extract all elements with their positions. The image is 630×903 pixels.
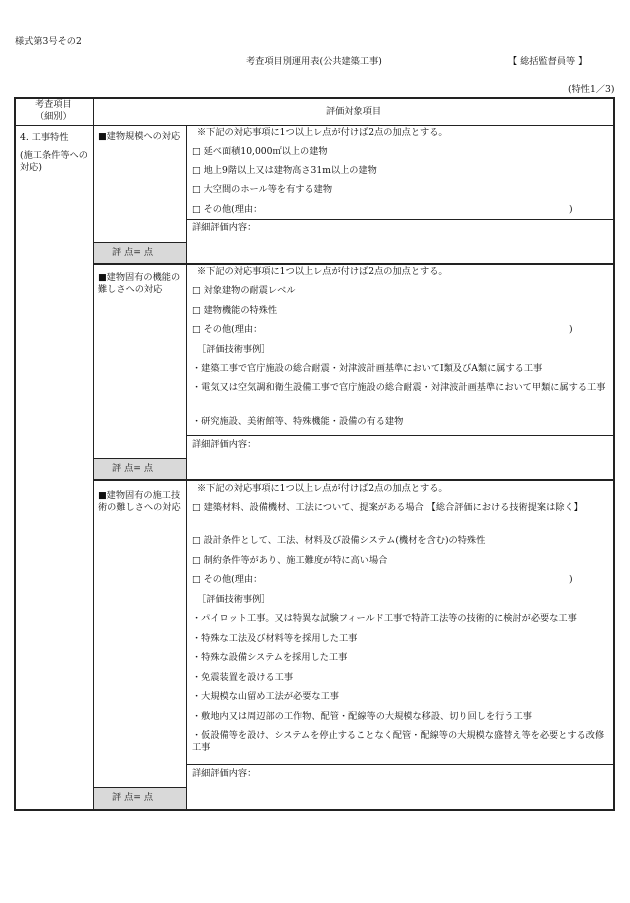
header-col1-line2: （細別） [35, 111, 72, 122]
detail-label: 詳細評価内容： [192, 768, 257, 779]
example-item: ・大規模な山留め工法が必要な工事 [192, 691, 339, 702]
example-item: ・敷地内又は周辺部の工作物、配管・配線等の大規模な移設、切り回しを行う工事 [192, 711, 532, 722]
category-subtitle: (施工条件等への対応) [20, 150, 88, 173]
check-item[interactable]: □ 地上9階以上又は建物高さ31m以上の建物 [192, 165, 377, 176]
examples-title: ［評価技術事例］ [197, 594, 271, 605]
example-item: ・パイロット工事。又は特異な試験フィールド工事で特許工法等の技術的に検討が必要な工事 [192, 613, 577, 624]
check-item-other[interactable]: □ その他(理由： [192, 204, 263, 215]
close-paren: ) [569, 574, 573, 585]
check-item-other[interactable]: □ その他(理由： [192, 324, 263, 335]
score-label: 評 点= 点 [112, 247, 154, 258]
detail-label: 詳細評価内容： [192, 439, 257, 450]
doc-title: 考査項目別運用表(公共建築工事) [246, 56, 382, 67]
example-item: ・特殊な工法及び材料等を採用した工事 [192, 633, 358, 644]
check-item[interactable]: □ 対象建物の耐震レベル [192, 285, 296, 296]
section-note: ※下記の対応事項に1つ以上レ点が付けば2点の加点とする。 [197, 266, 448, 277]
section-note: ※下記の対応事項に1つ以上レ点が付けば2点の加点とする。 [197, 127, 448, 138]
example-item: ・研究施設、美術館等、特殊機能・設備の有る建物 [192, 416, 404, 427]
check-item[interactable]: □ 大空間のホール等を有する建物 [192, 184, 333, 195]
detail-label: 詳細評価内容： [192, 222, 257, 233]
check-item[interactable]: □ 制約条件等があり、施工難度が特に高い場合 [192, 555, 388, 566]
example-item: ・仮設備等を設け、システムを停止することなく配管・配線等の大規模な盛替え等を必要とする改修工事 [192, 730, 605, 753]
check-item[interactable]: □ 建築材料、設備機材、工法について、提案がある場合 【総合評価における技術提案は除く】 [192, 502, 583, 513]
example-item: ・特殊な設備システムを採用した工事 [192, 652, 348, 663]
section-title: ■建物規模への対応 [98, 131, 181, 142]
example-item: ・免震装置を設ける工事 [192, 672, 294, 683]
examples-title: ［評価技術事例］ [197, 344, 271, 355]
example-item: ・電気又は空気調和衛生設備工事で官庁施設の総合耐震・対津波計画基準において甲類に属する工事 [192, 382, 606, 393]
close-paren: ) [569, 204, 573, 215]
score-label: 評 点= 点 [112, 792, 154, 803]
check-item-other[interactable]: □ その他(理由： [192, 574, 263, 585]
role-label: 【 総括監督員等 】 [508, 56, 588, 67]
page-indicator: (特性1／3) [568, 84, 615, 95]
check-item[interactable]: □ 設計条件として、工法、材料及び設備システム(機材を含む)の特殊性 [192, 535, 486, 546]
form-id: 様式第3号その2 [15, 36, 82, 47]
header-col1-line1: 考査項目 [35, 99, 72, 110]
section-note: ※下記の対応事項に1つ以上レ点が付けば2点の加点とする。 [197, 483, 448, 494]
score-label: 評 点= 点 [112, 463, 154, 474]
category-title: 4. 工事特性 [20, 132, 69, 143]
section-title: ■建物固有の機能の難しさへの対応 [98, 272, 181, 295]
section-title: ■建物固有の施工技術の難しさへの対応 [98, 490, 181, 513]
check-item[interactable]: □ 建物機能の特殊性 [192, 305, 278, 316]
example-item: ・建築工事で官庁施設の総合耐震・対津波計画基準においてⅠ類及びA類に属する工事 [192, 363, 543, 374]
header-col2: 評価対象項目 [326, 106, 382, 117]
close-paren: ) [569, 324, 573, 335]
check-item[interactable]: □ 延べ面積10,000㎡以上の建物 [192, 146, 328, 157]
